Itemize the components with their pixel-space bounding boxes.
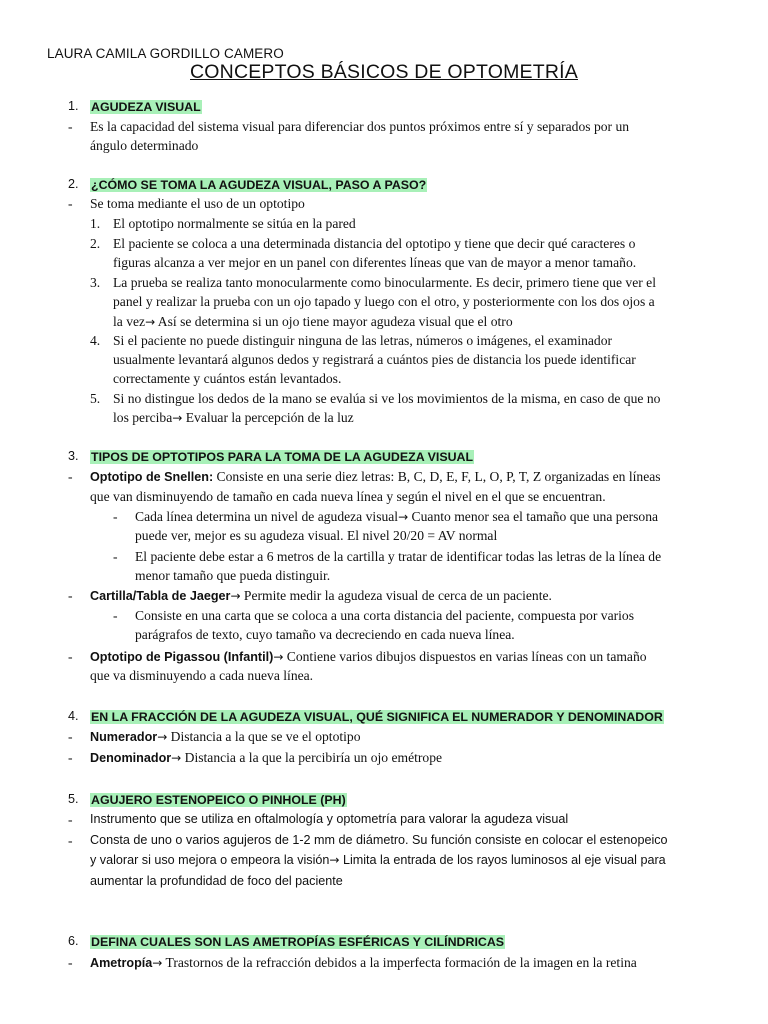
section-4-number: 4. bbox=[68, 709, 79, 723]
list-item: usualmente levantará algunos dedos y registrará a cuántos pies de distancia los puede identificar bbox=[113, 352, 636, 367]
bullet-dash: - bbox=[68, 833, 73, 848]
list-item: los perciba→ Evaluar la percepción de la luz bbox=[113, 410, 354, 425]
jaeger-item: Cartilla/Tabla de Jaeger→ Permite medir la agudeza visual de cerca de un paciente. bbox=[90, 588, 552, 603]
section-4-heading: EN LA FRACCIÓN DE LA AGUDEZA VISUAL, QUÉ SIGNIFICA EL NUMERADOR Y DENOMINADOR bbox=[91, 710, 663, 724]
list-item: Si no distingue los dedos de la mano se evalúa si ve los movimientos de la misma, en caso de que no bbox=[113, 391, 661, 406]
bullet-dash: - bbox=[113, 549, 118, 564]
bullet-dash: - bbox=[68, 649, 73, 664]
arrow-icon: → bbox=[172, 411, 183, 425]
bullet-dash: - bbox=[113, 608, 118, 623]
pigassou-text: que va disminuyendo a cada nueva línea. bbox=[90, 668, 314, 683]
pinhole-text: aumentar la profundidad de foco del paciente bbox=[90, 874, 343, 888]
arrow-icon: → bbox=[230, 589, 241, 603]
arrow-icon: → bbox=[273, 650, 284, 664]
bullet-dash: - bbox=[68, 955, 73, 970]
list-number: 3. bbox=[90, 275, 101, 290]
list-item: El optotipo normalmente se sitúa en la pared bbox=[113, 216, 356, 231]
bullet-dash: - bbox=[113, 509, 118, 524]
section-2-heading: ¿CÓMO SE TOMA LA AGUDEZA VISUAL, PASO A PASO? bbox=[91, 178, 427, 192]
section-5-number: 5. bbox=[68, 792, 79, 806]
section-1-heading: AGUDEZA VISUAL bbox=[91, 100, 201, 114]
bullet-dash: - bbox=[68, 812, 73, 827]
section-2-intro: Se toma mediante el uso de un optotipo bbox=[90, 196, 305, 211]
list-item: El paciente se coloca a una determinada distancia del optotipo y tiene que decir qué caracteres o bbox=[113, 236, 636, 251]
bullet-dash: - bbox=[68, 750, 73, 765]
numerador-item: Numerador→ Distancia a la que se ve el optotipo bbox=[90, 729, 361, 744]
list-number: 5. bbox=[90, 391, 101, 406]
section-1-number: 1. bbox=[68, 99, 79, 113]
document-title: CONCEPTOS BÁSICOS DE OPTOMETRÍA bbox=[190, 61, 578, 83]
section-1-text: Es la capacidad del sistema visual para diferenciar dos puntos próximos entre sí y separados por un bbox=[90, 119, 630, 134]
pinhole-text: Instrumento que se utiliza en oftalmología y optometría para valorar la agudeza visual bbox=[90, 812, 569, 826]
section-2-number: 2. bbox=[68, 177, 79, 191]
sub-item: El paciente debe estar a 6 metros de la cartilla y tratar de identificar todas las letras de la línea de bbox=[135, 549, 662, 564]
list-item: figuras alcanza a ver mejor en un panel con diferentes líneas que van de mayor a menor tamaño. bbox=[113, 255, 637, 270]
list-item: correctamente y cuántos están levantados. bbox=[113, 371, 342, 386]
sub-item: menor tamaño que pueda distinguir. bbox=[135, 568, 331, 583]
section-3-heading: TIPOS DE OPTOTIPOS PARA LA TOMA DE LA AGUDEZA VISUAL bbox=[91, 450, 474, 464]
sub-item: puede ver, mejor es su agudeza visual. El nivel 20/20 = AV normal bbox=[135, 528, 498, 543]
bullet-dash: - bbox=[68, 469, 73, 484]
section-6-heading: DEFINA CUALES SON LAS AMETROPÍAS ESFÉRICAS Y CILÍNDRICAS bbox=[91, 935, 505, 949]
sub-item: Consiste en una carta que se coloca a una corta distancia del paciente, compuesta por varios bbox=[135, 608, 634, 623]
list-number: 2. bbox=[90, 236, 101, 251]
arrow-icon: → bbox=[398, 510, 409, 524]
arrow-icon: → bbox=[171, 751, 182, 765]
section-5-heading: AGUJERO ESTENOPEICO O PINHOLE (PH) bbox=[91, 793, 346, 807]
author-name: LAURA CAMILA GORDILLO CAMERO bbox=[47, 46, 284, 61]
list-item: La prueba se realiza tanto monocularmente como binocularmente. Es decir, primero tiene que ver el bbox=[113, 275, 656, 290]
list-number: 4. bbox=[90, 333, 101, 348]
arrow-icon: → bbox=[157, 730, 168, 744]
denominador-item: Denominador→ Distancia a la que la percibiría un ojo emétrope bbox=[90, 750, 443, 765]
bullet-dash: - bbox=[68, 588, 73, 603]
bullet-dash: - bbox=[68, 196, 73, 211]
pinhole-text: y valorar si uso mejora o empeora la visión→ Limita la entrada de los rayos luminosos al eje visual para bbox=[90, 853, 666, 867]
pinhole-text: Consta de uno o varios agujeros de 1-2 mm de diámetro. Su función consiste en colocar el estenopeico bbox=[90, 833, 668, 847]
snellen-text: que van disminuyendo de tamaño en cada nueva línea y según el nivel en el que se encuentran. bbox=[90, 489, 606, 504]
section-6-number: 6. bbox=[68, 934, 79, 948]
pigassou-item: Optotipo de Pigassou (Infantil)→ Contiene varios dibujos dispuestos en varias líneas con un tamaño bbox=[90, 649, 647, 664]
list-item: Si el paciente no puede distinguir ninguna de las letras, números o imágenes, el examinador bbox=[113, 333, 613, 348]
snellen-item: Optotipo de Snellen: Consiste en una serie diez letras: B, C, D, E, F, L, O, P, T, Z organizadas en líneas bbox=[90, 469, 661, 484]
arrow-icon: → bbox=[145, 315, 156, 329]
sub-item: parágrafos de texto, cuyo tamaño va decreciendo en cada nueva línea. bbox=[135, 627, 515, 642]
bullet-dash: - bbox=[68, 729, 73, 744]
arrow-icon: → bbox=[329, 853, 340, 867]
arrow-icon: → bbox=[152, 956, 163, 970]
section-3-number: 3. bbox=[68, 449, 79, 463]
list-number: 1. bbox=[90, 216, 101, 231]
bullet-dash: - bbox=[68, 119, 73, 134]
list-item: la vez→ Así se determina si un ojo tiene mayor agudeza visual que el otro bbox=[113, 314, 513, 329]
sub-item: Cada línea determina un nivel de agudeza visual→ Cuanto menor sea el tamaño que una persona bbox=[135, 509, 659, 524]
section-1-text: ángulo determinado bbox=[90, 138, 199, 153]
ametropia-item: Ametropía→ Trastornos de la refracción debidos a la imperfecta formación de la imagen en la retina bbox=[90, 955, 637, 970]
list-item: panel y realizar la prueba con un ojo tapado y luego con el otro, y posteriormente con los dos ojos a bbox=[113, 294, 655, 309]
